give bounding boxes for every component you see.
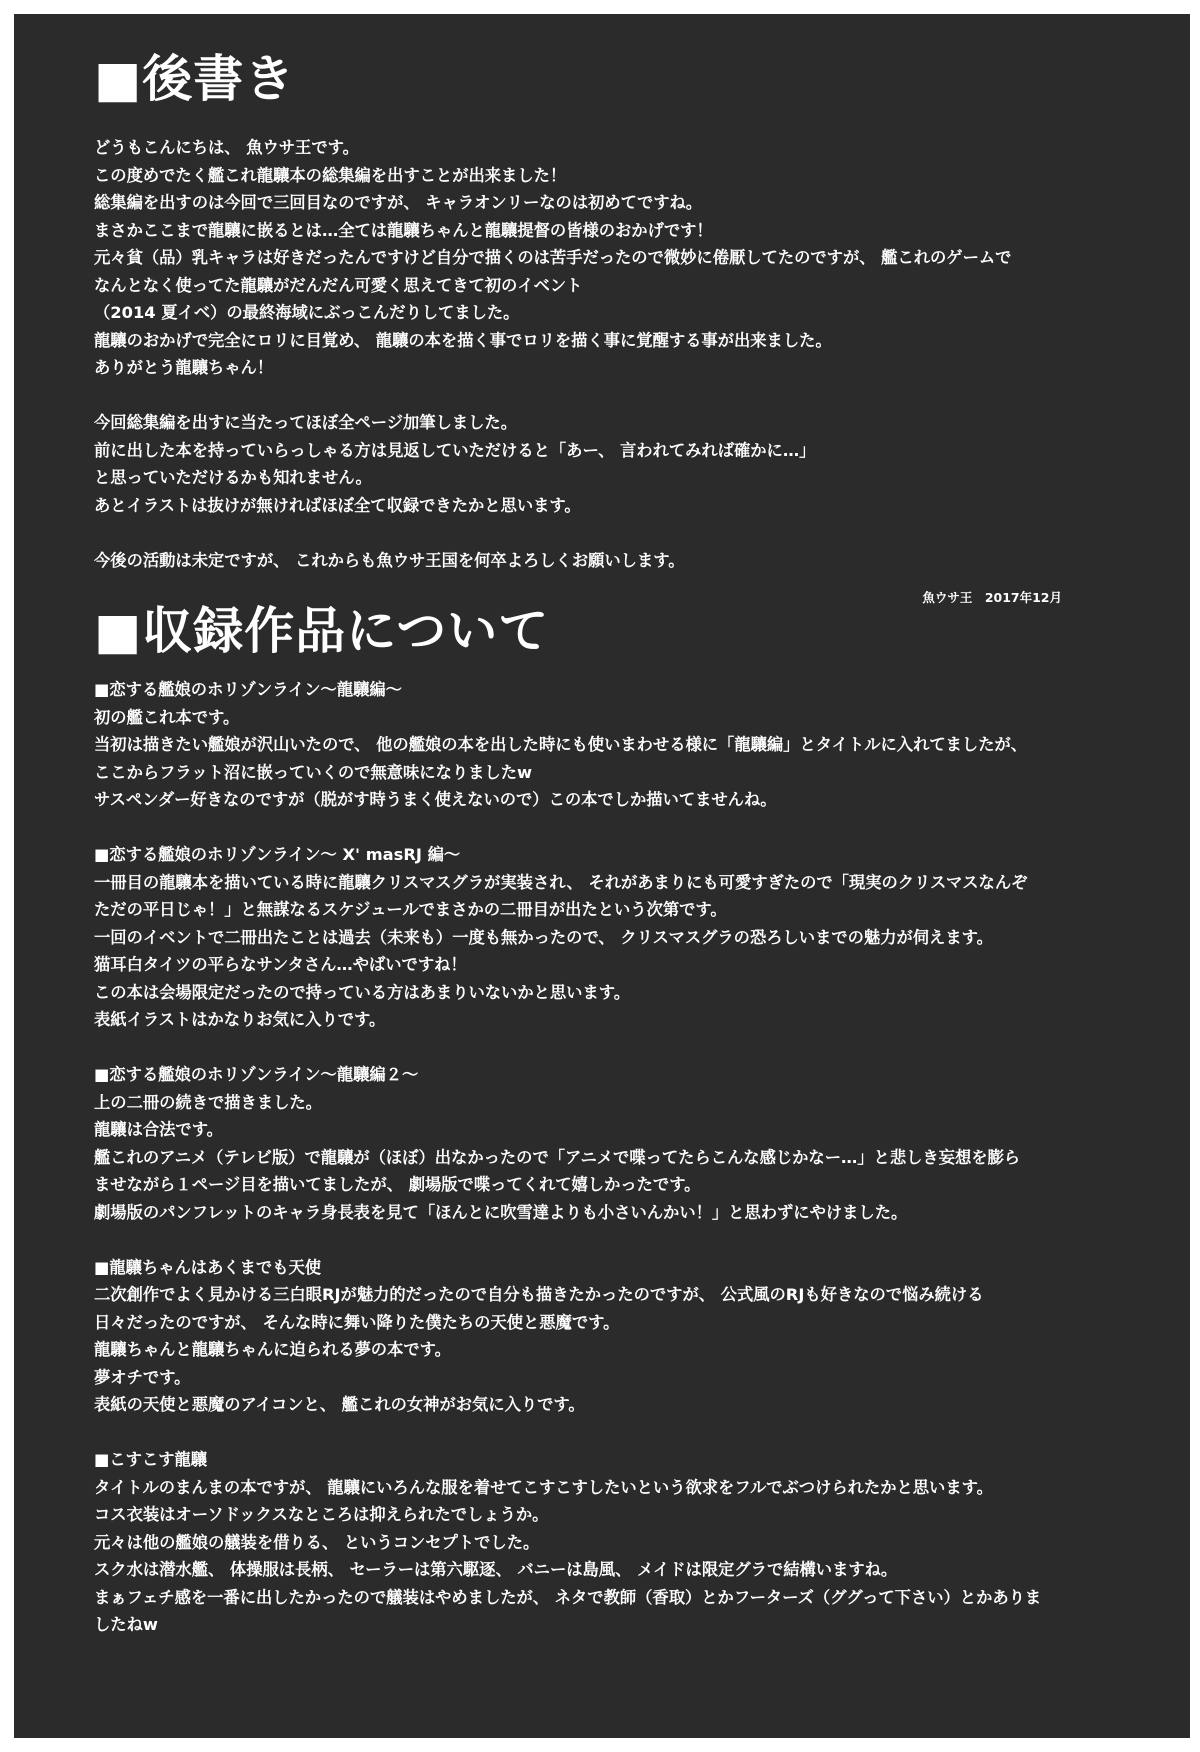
text-line: （2014 夏イベ）の最終海域にぶっこんだりしてました。 [94,303,520,322]
text-line: まさかここまで龍驤に嵌るとは…全ては龍驤ちゃんと龍驤提督の皆様のおかげです！ [94,220,713,240]
work-entry [94,676,1094,814]
text-line: あとイラストは抜けが無ければほぼ全て収録できたかと思います。 [94,495,581,515]
text-line: タイトルのまんまの本ですが、 龍驤にいろんな服を着せてこすこすしたいという欲求をフルでぶつけられたかと思います。 [94,1477,993,1497]
text-line: 総集編を出すのは今回で三回目なのですが、 キャラオンリーなのは初めてですね。 [94,193,703,212]
text-line: ませながら１ページ目を描いてましたが、 劇場版で喋ってくれて嬉しかったです。 [94,1175,701,1194]
page-content [94,50,1094,1666]
text-line: 一冊目の龍驤本を描いている時に龍驤クリスマスグラが実装され、 それがあまりにも可愛すぎたので「現実のクリスマスなんぞ [94,872,1028,892]
text-line: 当初は描きたい艦娘が沢山いたので、 他の艦娘の本を出した時にも使いまわせる様に「龍驤編」とタイトルに入れてましたが、 [94,735,1028,754]
text-line: 元々貧（品）乳キャラは好きだったんですけど自分で描くのは苦手だったので微妙に倦厭してたのですが、 艦これのゲームで [94,248,1012,267]
text-line: コス衣装はオーソドックスなところは抑えられたでしょうか。 [94,1505,549,1524]
work-entry [94,1254,1094,1419]
afterword-heading: ■後書き [94,50,296,108]
text-line: 龍驤のおかげで完全にロリに目覚め、 龍驤の本を描く事でロリを描く事に覚醒する事が出来ました。 [94,330,832,350]
text-line: 今後の活動は未定ですが、 これからも魚ウサ王国を何卒よろしくお願いします。 [94,550,685,570]
text-line: 一回のイベントで二冊出たことは過去（未来も）一度も無かったので、 クリスマスグラの恐ろしいまでの魅力が伺えます。 [94,927,993,947]
text-line: 龍驤は合法です。 [94,1120,223,1139]
text-line: 二次創作でよく見かける三白眼RJが魅力的だったので自分も描きたかったのですが、 公式風のRJも好きなので悩み続ける [94,1285,984,1304]
text-line: 龍驤ちゃんと龍驤ちゃんに迫られる夢の本です。 [94,1340,451,1359]
text-line: 劇場版のパンフレットのキャラ身長表を見て「ほんとに吹雪達よりも小さいんかい！」と思わずにやけました。 [94,1202,908,1222]
page-sheet [14,14,1190,1738]
text-line: 初の艦これ本です。 [94,707,240,727]
paragraph-gap [94,519,1094,547]
afterword-paragraph-3 [94,547,1094,575]
text-line: 猫耳白タイツの平らなサンタさん…やばいですね！ [94,955,467,974]
work-title: ■恋する艦娘のホリゾンライン～龍驤編～ [94,680,402,699]
paragraph-gap [94,382,1094,410]
text-line: なんとなく使ってた龍驤がだんだん可愛く思えてきて初のイベント [94,275,583,295]
text-line: この度めでたく艦これ龍驤本の総集編を出すことが出来ました！ [94,165,567,185]
text-line: スク水は潜水艦、 体操服は長柄、 セーラーは第六駆逐、 バニーは島風、 メイドは限定グラで結構いますね。 [94,1560,898,1579]
text-line: 夢オチです。 [94,1367,191,1387]
text-line: 日々だったのですが、 そんな時に舞い降りた僕たちの天使と悪魔です。 [94,1312,620,1332]
text-line: 上の二冊の続きで描きました。 [94,1092,322,1112]
text-line: 表紙イラストはかなりお気に入りです。 [94,1010,386,1029]
signature: 魚ウサ王 2017年12月 [922,590,1062,605]
text-line: ただの平日じゃ！」と無謀なるスケジュールでまさかの二冊目が出たという次第です。 [94,900,727,919]
text-line: 元々は他の艦娘の艤装を借りる、 というコンセプトでした。 [94,1532,540,1552]
afterword-paragraph-2 [94,409,1094,519]
work-title: ■龍驤ちゃんはあくまでも天使 [94,1257,322,1277]
text-line: と思っていただけるかも知れません。 [94,468,372,487]
text-line: まぁフェチ感を一番に出したかったので艤装はやめましたが、 ネタで教師（香取）とかフーターズ（ググって下さい）とかありま [94,1587,1042,1607]
text-line: ありがとう龍驤ちゃん！ [94,358,274,377]
text-line: 前に出した本を持っていらっしゃる方は見返していただけると「あー、 言われてみれば確かに…」 [94,440,816,460]
works-heading: ■収録作品について [94,602,550,660]
text-line: サスペンダー好きなのですが（脱がす時うまく使えないので）この本でしか描いてませんね。 [94,790,777,809]
text-line: この本は会場限定だったので持っている方はあまりいないかと思います。 [94,982,630,1002]
work-entry [94,1061,1094,1226]
work-entry [94,1446,1094,1639]
afterword-paragraph-1 [94,134,1094,382]
text-line: 今回総集編を出すに当たってほぼ全ページ加筆しました。 [94,413,517,432]
text-line: ここからフラット沼に嵌っていくので無意味になりましたw [94,762,533,782]
text-line: 艦これのアニメ（テレビ版）で龍驤が（ほぼ）出なかったので「アニメで喋ってたらこんな感じかなー…」と悲しき妄想を膨ら [94,1147,1021,1167]
work-title: ■恋する艦娘のホリゾンライン～龍驤編２～ [94,1065,419,1084]
text-line: したねw [94,1615,158,1634]
text-line: 表紙の天使と悪魔のアイコンと、 艦これの女神がお気に入りです。 [94,1395,585,1414]
work-entry [94,841,1094,1034]
text-line: どうもこんにちは、 魚ウサ王です。 [94,138,359,157]
work-title: ■こすこす龍驤 [94,1450,208,1469]
works-list [94,676,1094,1639]
work-title: ■恋する艦娘のホリゾンライン～ X' masRJ 編～ [94,845,461,864]
